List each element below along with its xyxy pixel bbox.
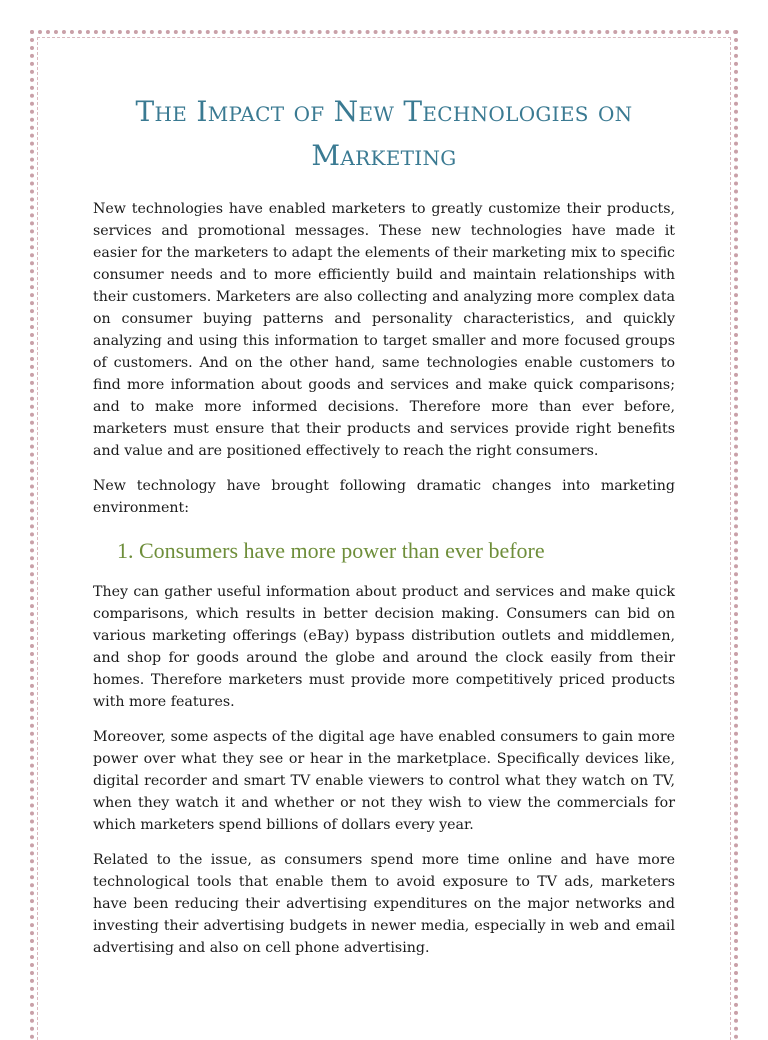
section-1-paragraph-3: Related to the issue, as consumers spend more time online and have more technological tools that enable them to avoid exposure to TV ads, marketers have been reducing their advertising expenditures on the major networks and investing their advertising budgets in newer media, especially in web and email advertising and also on cell phone advertising. <box>93 852 675 956</box>
document-title: The Impact of New Technologies on Marketing <box>135 95 633 172</box>
document-body <box>93 90 675 972</box>
section-heading-consumers-power: 1. Consumers have more power than ever before <box>117 538 545 563</box>
intro-paragraph-2: New technology have brought following dramatic changes into marketing environment: <box>93 478 675 516</box>
section-1-paragraph-1: They can gather useful information about product and services and make quick comparisons, which results in better decision making. Consumers can bid on various marketing offerings (eBay) bypass distribution outlets and middlemen, and shop for goods around the globe and around the clock easily from their homes. Therefore marketers must provide more competitively priced products with more features. <box>93 584 675 710</box>
intro-paragraph-1: New technologies have enabled marketers to greatly customize their products, services and promotional messages. These new technologies have made it easier for the marketers to adapt the elements of their marketing mix to specific consumer needs and to more efficiently build and maintain relationships with their customers. Marketers are also collecting and analyzing more complex data on consumer buying patterns and personality characteristics, and quickly analyzing and using this information to target smaller and more focused groups of customers. And on the other hand, same technologies enable customers to find more information about goods and services and make quick comparisons; and to make more informed decisions. Therefore more than ever before, marketers must ensure that their products and services provide right benefits and value and are positioned effectively to reach the right consumers. <box>93 201 675 459</box>
section-1-paragraph-2: Moreover, some aspects of the digital age have enabled consumers to gain more power over what they see or hear in the marketplace. Specifically devices like, digital recorder and smart TV enable viewers to control what they watch on TV, when they watch it and whether or not they wish to view the commercials for which marketers spend billions of dollars every year. <box>93 729 675 833</box>
